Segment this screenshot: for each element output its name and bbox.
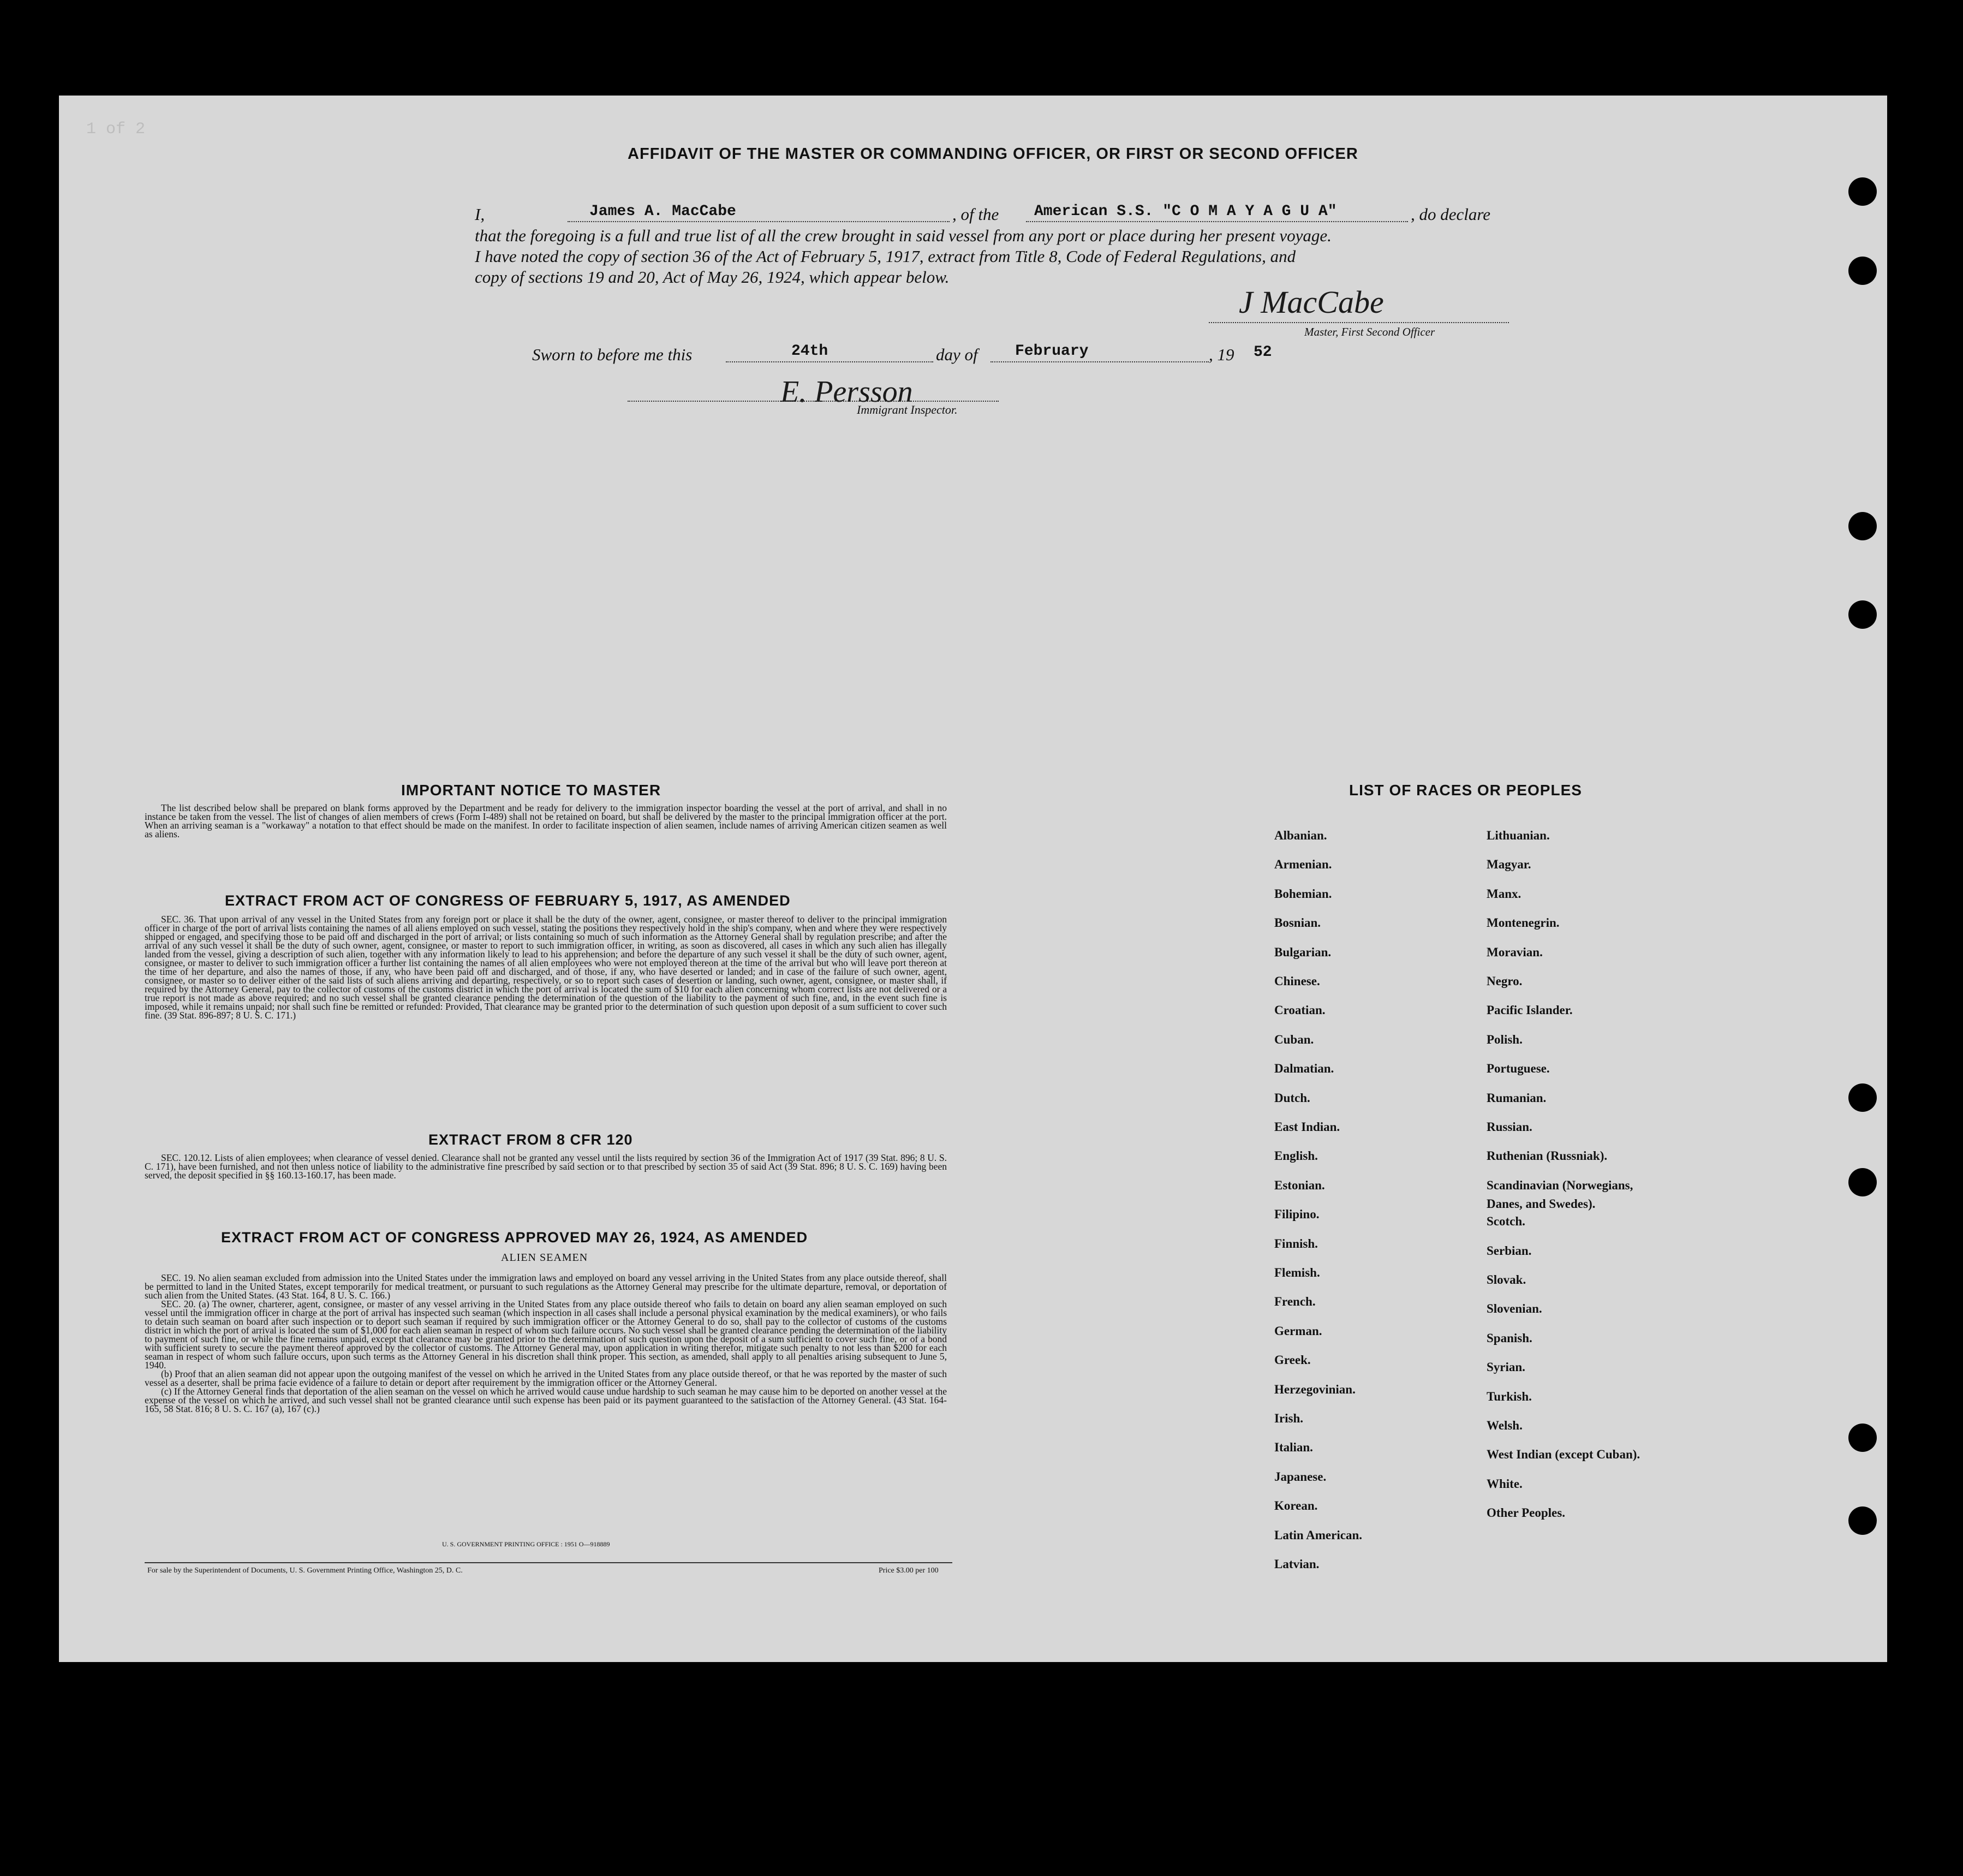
race-item: Rumanian. xyxy=(1487,1091,1547,1105)
extract-cfr-paragraph: SEC. 120.12. Lists of alien employees; when clearance of vessel denied. Clearance shall not be granted any vessel until the lists required by section 36 of the Immigration Act of 1917 (39 Stat. 896; 8 U. S. C. 171), have been furnished, and not then unless notice of liability to the administrative fine prescribed by said section or to that prescribed by section 35 of said Act (39 Stat. 896; 8 U. S. C. 169) having been served, the deposit specified in §§ 160.13-160.17, has been made. xyxy=(145,1152,947,1181)
inspector-caption: Immigrant Inspector. xyxy=(857,403,958,416)
affidavit-line-3: I have noted the copy of section 36 of the Act of February 5, 1917, extract from Title 8, Code of Federal Regulations, and xyxy=(475,247,1296,266)
extract-cfr-text xyxy=(145,1153,947,1180)
name-line xyxy=(568,221,950,222)
race-item: Irish. xyxy=(1274,1412,1304,1425)
race-item: Albanian. xyxy=(1274,829,1327,842)
race-item: Manx. xyxy=(1487,886,1522,901)
extract-1917-title: EXTRACT FROM ACT OF CONGRESS OF FEBRUARY 5, 1917, AS AMENDED xyxy=(225,892,791,909)
race-item: Serbian. xyxy=(1487,1243,1532,1258)
race-item: Bohemian. xyxy=(1274,886,1332,901)
race-item: Slovak. xyxy=(1487,1273,1526,1287)
race-item: Estonian. xyxy=(1274,1178,1325,1192)
race-item: West Indian (except Cuban). xyxy=(1487,1448,1640,1462)
extract-1924-text xyxy=(145,1273,947,1413)
year-prefix: , 19 xyxy=(1209,345,1234,364)
affidavit-i-label: I, xyxy=(475,205,485,224)
day-line xyxy=(726,361,933,362)
race-item: Italian. xyxy=(1274,1440,1313,1455)
master-sign-line xyxy=(1209,322,1509,323)
race-item: Pacific Islander. xyxy=(1487,1003,1573,1017)
extract-cfr-title: EXTRACT FROM 8 CFR 120 xyxy=(428,1131,633,1148)
day-of-label: day of xyxy=(936,345,978,364)
race-item: English. xyxy=(1274,1149,1318,1163)
race-item: Chinese. xyxy=(1274,974,1320,988)
notice-text xyxy=(145,803,947,838)
footer-price: Price $3.00 per 100 xyxy=(879,1567,939,1575)
race-item: Scotch. xyxy=(1487,1214,1525,1229)
sworn-label: Sworn to before me this xyxy=(532,345,693,364)
extract-1924-title: EXTRACT FROM ACT OF CONGRESS APPROVED MAY 26, 1924, AS AMENDED xyxy=(221,1229,808,1246)
vessel-line xyxy=(1026,221,1408,222)
master-name: James A. MacCabe xyxy=(589,203,736,220)
extract-1924-subtitle: ALIEN SEAMEN xyxy=(501,1252,588,1264)
notice-title: IMPORTANT NOTICE TO MASTER xyxy=(401,782,661,799)
race-item: Herzegovinian. xyxy=(1274,1382,1356,1396)
punch-hole xyxy=(1848,1083,1877,1112)
punch-hole xyxy=(1848,1168,1877,1196)
sec-20b-paragraph: (b) Proof that an alien seaman did not appear upon the outgoing manifest of the vessel on which he arrived in the United States from any place outside thereof, or that he was reported by the master of such vessel as a deserter, shall be prima facie evidence of a failure to detain or deport after requirement by the immigration officer or the Attorney General. xyxy=(145,1368,947,1388)
race-item: Russian. xyxy=(1487,1120,1532,1134)
punch-hole xyxy=(1848,1424,1877,1452)
race-item: Greek. xyxy=(1274,1353,1311,1367)
race-item: Bulgarian. xyxy=(1274,945,1332,959)
race-item: Dutch. xyxy=(1274,1091,1310,1105)
printing-office-line: U. S. GOVERNMENT PRINTING OFFICE : 1951 O—918889 xyxy=(442,1540,610,1548)
footer-rule xyxy=(145,1562,952,1563)
document-sheet xyxy=(59,96,1887,1662)
declare-label: , do declare xyxy=(1411,205,1491,224)
race-item: Bosnian. xyxy=(1274,916,1321,930)
races-title: LIST OF RACES OR PEOPLES xyxy=(1349,782,1582,799)
sec-20a-paragraph: SEC. 20. (a) The owner, charterer, agent, consignee, or master of any vessel arriving in the United States from any place outside thereof who fails to detain on board any alien seaman employed on such vessel until the immigration officer in charge at the port of arrival has inspected such seaman (which inspection in all cases shall include a personal physical examination by the medical examiners), or who fails to detain such seaman on board after such inspection or to deport such seaman if required by such immigration officer or the Attorney General to do so, shall pay to the collector of customs of the customs district in which the port of arrival is located the sum of $1,000 for each alien seaman in respect of whom such failure occurs. No such vessel shall be granted clearance pending the determination of the liability to payment of such fine, or while the fine remains unpaid, except that clearance may be granted prior to the determination of such question upon the deposit of a sum sufficient to cover such fine, or of a bond with sufficient surety to secure the payment thereof approved by the collector of customs. The Attorney General may, upon application in writing therefor, mitigate such penalty to not less than $200 for each seaman in respect of whom such failure occurs, upon such terms as the Attorney General in his discretion shall think proper. This section, as amended, shall apply to all penalties arising subsequent to June 5, 1940. xyxy=(145,1299,947,1371)
race-item: German. xyxy=(1274,1324,1322,1338)
punch-hole xyxy=(1848,257,1877,285)
extract-1917-text xyxy=(145,915,947,1020)
race-item: Danes, and Swedes). xyxy=(1487,1196,1596,1211)
race-item: Other Peoples. xyxy=(1487,1506,1565,1520)
race-item: Croatian. xyxy=(1274,1003,1326,1017)
race-item: Turkish. xyxy=(1487,1389,1532,1403)
race-item: Ruthenian (Russniak). xyxy=(1487,1149,1608,1163)
race-item: Latin American. xyxy=(1274,1528,1362,1542)
inspector-sign-line xyxy=(628,401,999,402)
race-item: Filipino. xyxy=(1274,1207,1320,1222)
affidavit-line-2: that the foregoing is a full and true list of all the crew brought in said vessel from any port or place during her present voyage. xyxy=(475,226,1332,245)
race-item: Slovenian. xyxy=(1487,1302,1542,1316)
vessel-name: American S.S. "C O M A Y A G U A" xyxy=(1034,203,1337,220)
extract-1917-paragraph: SEC. 36. That upon arrival of any vessel in the United States from any foreign port or place it shall be the duty of the owner, agent, consignee, or master thereof to deliver to the principal immigration officer in charge of the port of arrival lists containing the names of all aliens employed on such vessel, stating the positions they respectively hold in the ship's company, when and where they were respectively shipped or engaged, and specifying those to be paid off and discharged in the port of arrival; or lists containing so much of such information as the Attorney General shall by regulation prescribe; and after the arrival of any such vessel it shall be the duty of such owner, agent, consignee, or master to report to such immigration officer, in writing, as soon as discovered, all cases in which any such alien has illegally landed from the vessel, giving a description of such alien, together with any information likely to lead to his apprehension; and before the departure of any such vessel it shall be the duty of such owner, agent, consignee, or master to deliver to such immigration officer a further list containing the names of all alien employees who were not employed thereon at the time of the arrival but who will leave port thereon at the time of her departure, and also the names of those, if any, who have been paid off and discharged, and of those, if any, who have deserted or landed; and in case of the failure of such owner, agent, consignee, or master so to deliver either of the said lists of such aliens arriving and departing, respectively, or so to report such cases of desertion or landing, such owner, agent, consignee, or master shall, if required by the Attorney General, pay to the collector of customs of the customs district in which the port of arrival is located the sum of $10 for each alien concerning whom correct lists are not delivered or a true report is not made as above required; and no such vessel shall be granted clearance pending the determination of the question of the liability to the payment of such fine, and, in the event such fine is imposed, while it remains unpaid; nor shall such fine be remitted or refunded: Provided, That clearance may be granted prior to the determination of such question upon deposit of a sum sufficient to cover such fine. (39 Stat. 896-897; 8 U. S. C. 171.) xyxy=(145,914,947,1021)
race-item: Lithuanian. xyxy=(1487,829,1550,842)
race-item: Finnish. xyxy=(1274,1236,1318,1250)
race-item: Scandinavian (Norwegians, xyxy=(1487,1178,1633,1192)
master-signature: J MacCabe xyxy=(1239,284,1384,320)
race-item: Montenegrin. xyxy=(1487,916,1560,930)
race-item: Japanese. xyxy=(1274,1469,1327,1484)
race-item: Spanish. xyxy=(1487,1331,1532,1345)
bleed-through-text: 1 of 2 xyxy=(86,120,146,139)
race-item: Negro. xyxy=(1487,974,1523,988)
sec-20c-paragraph: (c) If the Attorney General finds that deportation of the alien seaman on the vessel on which he arrived would cause undue hardship to such seaman he may cause him to be deported on another vessel at the expense of the vessel on which he arrived, and such vessel shall not be granted clearance until such expense has been paid or its payment guaranteed to the satisfaction of the Attorney General. (43 Stat. 164-165, 58 Stat. 816; 8 U. S. C. 167 (a), 167 (c).) xyxy=(145,1386,947,1414)
inspector-signature: E. Persson xyxy=(780,375,913,409)
race-item: White. xyxy=(1487,1476,1523,1491)
race-item: Magyar. xyxy=(1487,857,1531,872)
affidavit-line-4: copy of sections 19 and 20, Act of May 26, 1924, which appear below. xyxy=(475,267,950,287)
month-line xyxy=(991,361,1209,362)
race-item: French. xyxy=(1274,1295,1316,1309)
master-caption: Master, First Second Officer xyxy=(1304,325,1435,338)
sec-19-paragraph: SEC. 19. No alien seaman excluded from admission into the United States under the immigration laws and employed on board any vessel arriving in the United States from any place outside thereof, shall be permitted to land in the United States, except temporarily for medical treatment, or pursuant to such regulations as the Attorney General may prescribe for the ultimate departure, removal, or deportation of such alien from the United States. (43 Stat. 164, 8 U. S. C. 166.) xyxy=(145,1272,947,1301)
footer-sale-note: For sale by the Superintendent of Documents, U. S. Government Printing Office, Washington 25, D. C. xyxy=(147,1567,463,1575)
punch-hole xyxy=(1848,1506,1877,1535)
race-item: Portuguese. xyxy=(1487,1062,1550,1076)
punch-hole xyxy=(1848,177,1877,206)
race-item: Latvian. xyxy=(1274,1557,1320,1571)
sworn-year: 52 xyxy=(1254,344,1272,361)
race-item: Armenian. xyxy=(1274,857,1332,872)
race-item: Dalmatian. xyxy=(1274,1062,1334,1076)
race-item: Flemish. xyxy=(1274,1266,1320,1279)
affidavit-title: AFFIDAVIT OF THE MASTER OR COMMANDING OFFICER, OR FIRST OR SECOND OFFICER xyxy=(628,145,1358,163)
sworn-day: 24th xyxy=(791,343,828,360)
punch-hole xyxy=(1848,600,1877,629)
race-item: Moravian. xyxy=(1487,945,1543,959)
race-item: East Indian. xyxy=(1274,1120,1340,1134)
of-the-label: , of the xyxy=(952,205,999,224)
race-item: Cuban. xyxy=(1274,1032,1314,1046)
punch-hole xyxy=(1848,512,1877,540)
race-item: Welsh. xyxy=(1487,1419,1523,1432)
race-item: Syrian. xyxy=(1487,1360,1525,1374)
sworn-month: February xyxy=(1015,343,1089,360)
race-item: Korean. xyxy=(1274,1499,1318,1513)
race-item: Polish. xyxy=(1487,1032,1523,1046)
notice-paragraph: The list described below shall be prepared on blank forms approved by the Department and be ready for delivery to the immigration inspector boarding the vessel at the port of arrival, and shall in no instance be taken from the vessel. The list of changes of alien members of crews (Form I-489) shall not be retained on board, but shall be delivered by the master to the principal immigration officer at the port. When an arriving seaman is a "workaway" a notation to that effect should be made on the manifest. In order to facilitate inspection of alien seamen, include names of arriving American citizen seamen as well as aliens. xyxy=(145,802,947,839)
